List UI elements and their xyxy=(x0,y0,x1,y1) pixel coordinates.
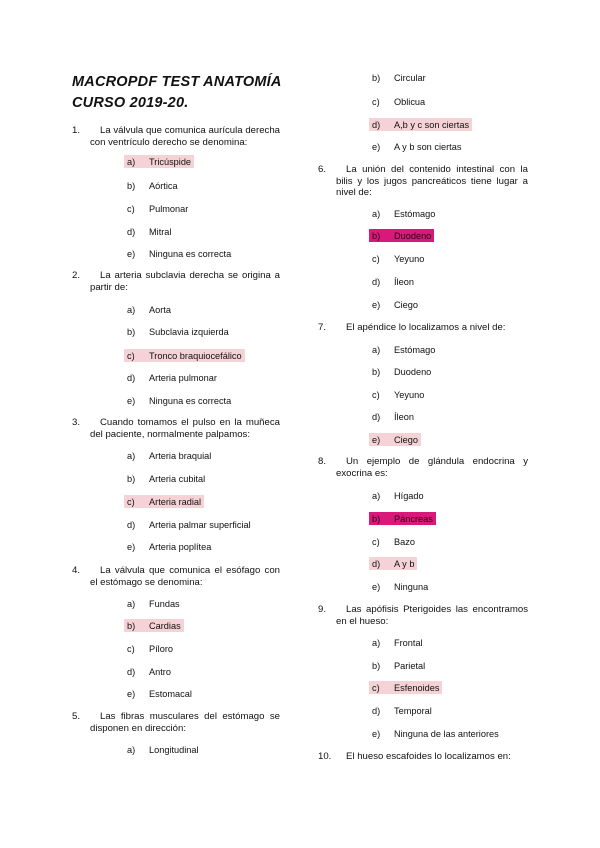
option-text: Ninguna es correcta xyxy=(149,249,232,259)
question-text: La válvula que comunica aurícula derecha con ventrículo derecho se denomina: xyxy=(90,125,280,148)
option-letter: b) xyxy=(127,621,136,631)
answer-option xyxy=(127,248,297,260)
answer-option xyxy=(372,299,542,311)
answer-option xyxy=(372,434,542,446)
answer-option xyxy=(372,72,542,84)
answer-option xyxy=(372,682,542,694)
option-letter: e) xyxy=(127,689,136,699)
option-text: Ninguna de las anteriores xyxy=(394,729,499,739)
option-text: A y b xyxy=(394,559,415,569)
option-letter: e) xyxy=(127,396,136,406)
answer-option xyxy=(127,203,297,215)
option-text: Estómago xyxy=(394,345,436,355)
option-text: Circular xyxy=(394,73,426,83)
answer-option xyxy=(127,643,297,655)
option-text: Yeyuno xyxy=(394,390,425,400)
question-text: La unión del contenido intestinal con la bilis y los jugos pancreáticos tiene lugar a nivel de: xyxy=(336,164,528,198)
option-text: Aorta xyxy=(149,305,171,315)
option-letter: e) xyxy=(127,249,136,259)
option-letter: d) xyxy=(127,373,136,383)
answer-option xyxy=(127,372,297,384)
answer-option xyxy=(372,276,542,288)
option-text: Arteria poplítea xyxy=(149,542,212,552)
answer-option xyxy=(372,208,542,220)
option-text: Arteria pulmonar xyxy=(149,373,217,383)
option-letter: d) xyxy=(127,227,136,237)
option-text: Ciego xyxy=(394,300,419,310)
question-number: 9. xyxy=(318,604,327,615)
option-letter: a) xyxy=(372,638,381,648)
answer-option xyxy=(127,226,297,238)
question-text: Las apófisis Pterigoides las encontramos en el hueso: xyxy=(336,604,528,627)
option-text: Tricúspide xyxy=(149,157,192,167)
option-letter: a) xyxy=(372,209,381,219)
option-letter: d) xyxy=(372,120,381,130)
option-letter: c) xyxy=(372,97,380,107)
option-text: A,b y c son ciertas xyxy=(394,120,470,130)
answer-option xyxy=(372,96,542,108)
answer-option xyxy=(372,344,542,356)
option-text: Fundas xyxy=(149,599,180,609)
option-letter: b) xyxy=(372,661,381,671)
answer-option xyxy=(372,253,542,265)
option-letter: d) xyxy=(372,412,381,422)
title-line-1: MACROPDF TEST ANATOMÍA xyxy=(72,74,282,90)
option-text: Esfenoides xyxy=(394,683,440,693)
option-letter: b) xyxy=(372,73,381,83)
answer-option xyxy=(127,620,297,632)
option-text: Arteria braquial xyxy=(149,451,212,461)
answer-option xyxy=(127,541,297,553)
option-letter: e) xyxy=(372,729,381,739)
question-number: 2. xyxy=(72,270,81,281)
option-text: Ninguna xyxy=(394,582,429,592)
question-text: El apéndice lo localizamos a nivel de: xyxy=(346,322,506,333)
option-text: Píloro xyxy=(149,644,174,654)
option-letter: e) xyxy=(372,142,381,152)
option-text: Íleon xyxy=(394,277,414,287)
question-number: 7. xyxy=(318,322,327,333)
option-text: Cardias xyxy=(149,621,181,631)
option-letter: a) xyxy=(372,345,381,355)
option-letter: b) xyxy=(127,181,136,191)
question-number: 6. xyxy=(318,164,327,175)
document-title xyxy=(72,72,302,114)
option-text: Ninguna es correcta xyxy=(149,396,232,406)
option-text: Estómago xyxy=(394,209,436,219)
option-text: Aórtica xyxy=(149,181,178,191)
option-text: Mitral xyxy=(149,227,172,237)
option-letter: b) xyxy=(127,474,136,484)
answer-option xyxy=(372,366,542,378)
option-letter: a) xyxy=(127,745,136,755)
option-text: Duodeno xyxy=(394,367,432,377)
question-text: El hueso escafoides lo localizamos en: xyxy=(346,751,511,762)
option-text: Hígado xyxy=(394,491,424,501)
question-number: 5. xyxy=(72,711,81,722)
option-text: Duodeno xyxy=(394,231,432,241)
answer-option xyxy=(127,304,297,316)
answer-option xyxy=(372,536,542,548)
answer-option xyxy=(127,473,297,485)
option-text: Páncreas xyxy=(394,514,433,524)
option-text: Íleon xyxy=(394,412,414,422)
option-text: Estomacal xyxy=(149,689,192,699)
option-letter: c) xyxy=(127,644,135,654)
answer-option xyxy=(372,230,542,242)
title-line-2: CURSO 2019-20. xyxy=(72,95,189,111)
question-number: 10. xyxy=(318,751,332,762)
option-letter: d) xyxy=(127,667,136,677)
option-letter: d) xyxy=(127,520,136,530)
answer-option xyxy=(372,513,542,525)
question-text: Las fibras musculares del estómago se disponen en dirección: xyxy=(90,711,280,734)
option-text: A y b son ciertas xyxy=(394,142,462,152)
question-text: Cuando tomamos el pulso en la muñeca del paciente, normalmente palpamos: xyxy=(90,417,280,440)
option-letter: a) xyxy=(127,599,136,609)
option-text: Arteria radial xyxy=(149,497,202,507)
answer-option xyxy=(127,744,297,756)
option-letter: a) xyxy=(127,451,136,461)
answer-option xyxy=(372,490,542,502)
option-letter: c) xyxy=(127,204,135,214)
option-letter: d) xyxy=(372,706,381,716)
question-text: La arteria subclavia derecha se origina a partir de: xyxy=(90,270,280,293)
answer-option xyxy=(127,688,297,700)
option-letter: d) xyxy=(372,277,381,287)
option-letter: a) xyxy=(127,305,136,315)
option-text: Oblicua xyxy=(394,97,426,107)
answer-option xyxy=(127,496,297,508)
question-number: 4. xyxy=(72,565,81,576)
answer-option xyxy=(372,411,542,423)
option-text: Bazo xyxy=(394,537,415,547)
option-text: Ciego xyxy=(394,435,419,445)
answer-option xyxy=(127,450,297,462)
answer-option xyxy=(372,389,542,401)
option-text: Yeyuno xyxy=(394,254,425,264)
answer-option xyxy=(127,180,297,192)
option-letter: a) xyxy=(127,157,136,167)
option-letter: e) xyxy=(127,542,136,552)
option-letter: e) xyxy=(372,300,381,310)
option-text: Antro xyxy=(149,667,171,677)
answer-option xyxy=(372,637,542,649)
answer-option xyxy=(127,598,297,610)
option-letter: e) xyxy=(372,435,381,445)
option-text: Tronco braquiocefálico xyxy=(149,351,242,361)
answer-option xyxy=(127,519,297,531)
option-letter: b) xyxy=(372,231,381,241)
answer-option xyxy=(372,119,542,131)
option-letter: b) xyxy=(372,514,381,524)
option-text: Arteria palmar superficial xyxy=(149,520,251,530)
answer-option xyxy=(127,395,297,407)
answer-option xyxy=(127,156,297,168)
option-letter: b) xyxy=(127,327,136,337)
answer-option xyxy=(127,326,297,338)
question-number: 8. xyxy=(318,456,327,467)
answer-option xyxy=(372,728,542,740)
answer-option xyxy=(372,705,542,717)
answer-option xyxy=(372,581,542,593)
option-letter: e) xyxy=(372,582,381,592)
option-text: Parietal xyxy=(394,661,426,671)
answer-option xyxy=(372,558,542,570)
option-text: Arteria cubital xyxy=(149,474,206,484)
option-text: Frontal xyxy=(394,638,423,648)
question-number: 1. xyxy=(72,125,81,136)
question-text: Un ejemplo de glándula endocrina y exocrina es: xyxy=(336,456,528,479)
option-letter: b) xyxy=(372,367,381,377)
option-letter: c) xyxy=(372,683,380,693)
option-text: Longitudinal xyxy=(149,745,199,755)
option-letter: c) xyxy=(372,537,380,547)
question-text: La válvula que comunica el esófago con el estómago se denomina: xyxy=(90,565,280,588)
option-letter: a) xyxy=(372,491,381,501)
question-number: 3. xyxy=(72,417,81,428)
answer-option xyxy=(127,666,297,678)
option-letter: c) xyxy=(127,497,135,507)
option-letter: d) xyxy=(372,559,381,569)
answer-option xyxy=(372,141,542,153)
option-text: Subclavia izquierda xyxy=(149,327,229,337)
answer-option xyxy=(372,660,542,672)
option-letter: c) xyxy=(372,390,380,400)
option-text: Pulmonar xyxy=(149,204,189,214)
option-letter: c) xyxy=(127,351,135,361)
answer-option xyxy=(127,350,297,362)
option-text: Temporal xyxy=(394,706,432,716)
option-letter: c) xyxy=(372,254,380,264)
